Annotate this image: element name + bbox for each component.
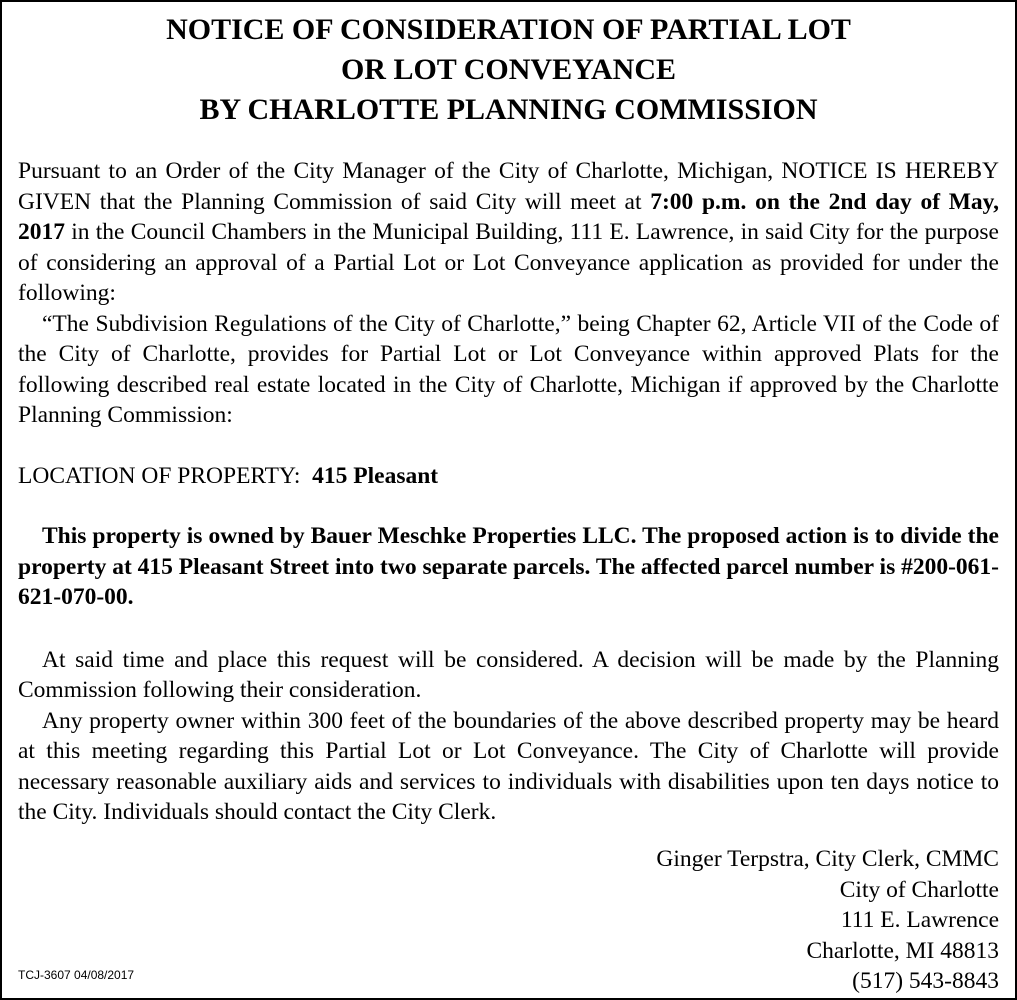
notice-title — [18, 2, 999, 130]
publication-code: TCJ-3607 04/08/2017 — [18, 968, 135, 982]
paragraph-order — [18, 156, 999, 309]
title-line-1: NOTICE OF CONSIDERATION OF PARTIAL LOT — [166, 13, 851, 46]
title-line-3: BY CHARLOTTE PLANNING COMMISSION — [199, 93, 818, 126]
signature-city: Charlotte, MI 48813 — [806, 937, 999, 964]
signature-name: Ginger Terpstra, City Clerk, CMMC — [656, 846, 999, 872]
paragraph-consideration: At said time and place this request will be considered. A decision will be made by the Planning Commission following their consideration. — [18, 646, 999, 703]
signature-org: City of Charlotte — [839, 876, 999, 903]
signature-phone: (517) 543-8843 — [852, 968, 999, 994]
signature-block — [656, 844, 999, 997]
paragraph-order-text-b: in the Council Chambers in the Municipal Building, 111 E. Lawrence, in said City for the purpose of considering an approval of a Partial Lot or Lot Conveyance application as provided for under the following: — [18, 219, 999, 306]
paragraph-regulations: “The Subdivision Regulations of the City of Charlotte,” being Chapter 62, Article VII of the Code of the City of Charlotte, provides for Partial Lot or Lot Conveyance within approved Plats for the following described real estate located in the City of Charlotte, Michigan if approved by the Charlotte Planning Commission: — [18, 310, 999, 428]
location-value: 415 Pleasant — [312, 462, 439, 489]
ownership-paragraph: This property is owned by Bauer Meschke Properties LLC. The proposed action is to divide the property at 415 Pleasant Street into two separate parcels. The affected parcel number is #200-061-621-070-00. — [18, 523, 999, 610]
location-of-property — [18, 461, 999, 492]
paragraph-order-text-a: Pursuant to an Order of the City Manager of the City of Charlotte, Michigan, NOTICE IS HEREBY GIVEN that the Planning Commission of said City will meet at — [18, 158, 999, 215]
paragraph-property-owners: Any property owner within 300 feet of the boundaries of the above described property may be heard at this meeting regarding this Partial Lot or Lot Conveyance. The City of Charlotte will provide necessary reasonable auxiliary aids and services to individuals with disabilities upon ten days notice to the City. Individuals should contact the City Clerk. — [18, 707, 999, 825]
meeting-time: 7:00 p.m. on the 2nd day of May, 2017 — [18, 188, 999, 245]
location-label: LOCATION OF PROPERTY: — [18, 462, 301, 489]
title-line-2: OR LOT CONVEYANCE — [340, 53, 677, 86]
signature-address: 111 E. Lawrence — [840, 907, 999, 933]
